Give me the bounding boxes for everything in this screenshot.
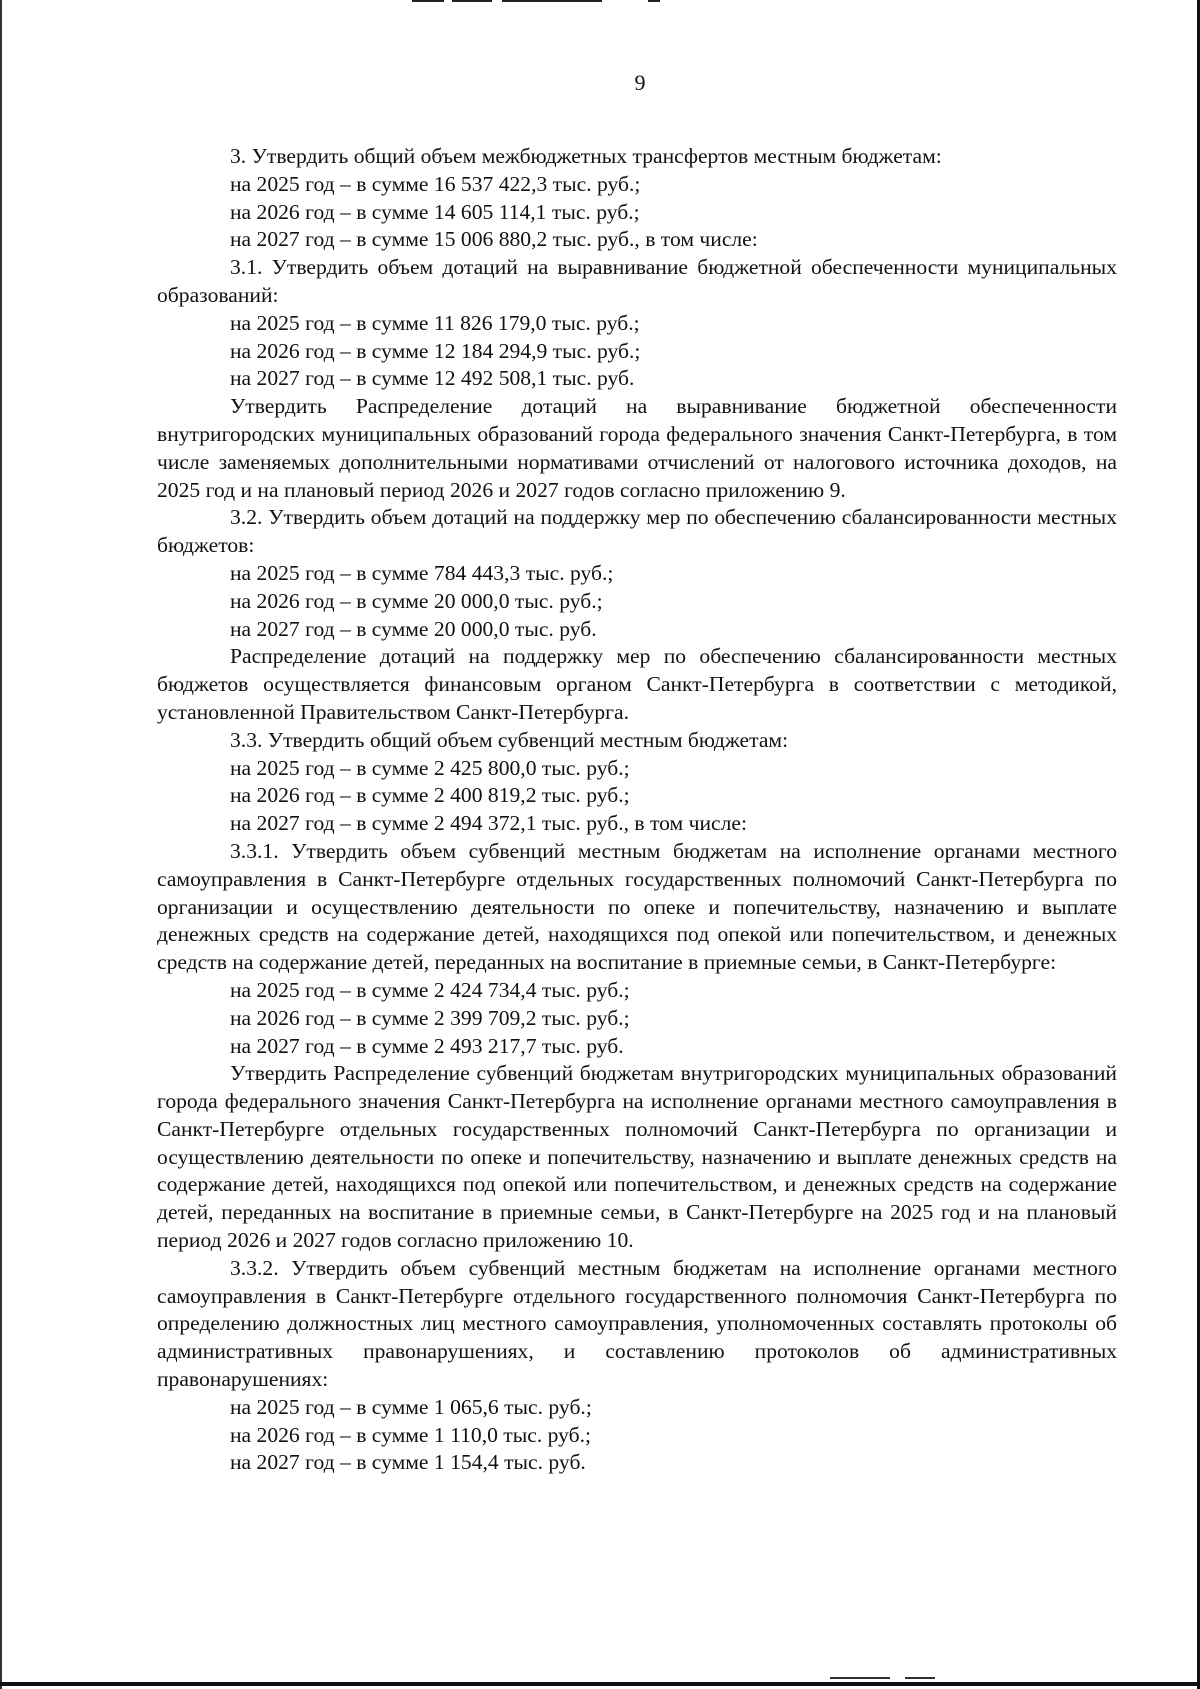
scan-bottom-line: [0, 1682, 1200, 1686]
amount-line: на 2025 год – в сумме 16 537 422,3 тыс. руб.;: [230, 171, 641, 196]
amount-line: на 2025 год – в сумме 2 424 734,4 тыс. руб.;: [230, 977, 630, 1002]
paragraph: Распределение дотаций на поддержку мер по обеспечению сбалансированности местных бюджетов осуществляется финансовым органом Санкт-Петербурга в соответствии с методикой, установленной Правительством Санкт-Петербурга.: [157, 644, 1117, 724]
amount-line: на 2026 год – в сумме 2 400 819,2 тыс. руб.;: [230, 783, 630, 808]
amount-line: на 2026 год – в сумме 12 184 294,9 тыс. руб.;: [230, 338, 641, 363]
scan-bottom-tick: [905, 1677, 935, 1679]
amount-line: на 2026 год – в сумме 14 605 114,1 тыс. руб.;: [230, 199, 640, 224]
paragraph: 3.3.2. Утвердить объем субвенций местным бюджетам на исполнение органами местного самоуправления в Санкт-Петербурге отдельного государственного полномочия Санкт-Петербурга по определению должностных лиц местного самоуправления, уполномоченных составлять протоколы об административных правонарушениях, и составлению протоколов об административных правонарушениях:: [157, 1255, 1117, 1392]
page-number: 9: [634, 70, 646, 95]
amount-line: на 2027 год – в сумме 2 493 217,7 тыс. руб.: [230, 1033, 624, 1058]
amount-line: на 2027 год – в сумме 2 494 372,1 тыс. руб., в том числе:: [230, 811, 747, 836]
amount-line: на 2025 год – в сумме 784 443,3 тыс. руб.;: [230, 560, 614, 585]
amount-line: на 2026 год – в сумме 20 000,0 тыс. руб.;: [230, 588, 603, 613]
amount-line: на 2027 год – в сумме 1 154,4 тыс. руб.: [230, 1450, 586, 1475]
document-body: [157, 143, 1117, 1477]
scan-top-marks: [400, 0, 670, 3]
paragraph: 3.3.1. Утвердить объем субвенций местным бюджетам на исполнение органами местного самоуправления в Санкт-Петербурге отдельных государственных полномочий Санкт-Петербурга по организации и осуществлению деятельности по опеке и попечительству, назначению и выплате денежных средств на содержание детей, находящихся под опекой или попечительством, и денежных средств на содержание детей, переданных на воспитание в приемные семьи, в Санкт-Петербурге:: [157, 838, 1117, 975]
scan-left-edge: [0, 0, 2, 1689]
paragraph: 3.2. Утвердить объем дотаций на поддержку мер по обеспечению сбалансированности местных бюджетов:: [157, 505, 1117, 558]
scan-bottom-tick: [830, 1677, 890, 1679]
amount-line: на 2027 год – в сумме 12 492 508,1 тыс. руб.: [230, 366, 635, 391]
paragraph: Утвердить Распределение дотаций на выравнивание бюджетной обеспеченности внутригородских муниципальных образований города федерального значения Санкт-Петербурга, в том числе заменяемых дополнительными нормативами отчислений от налогового источника доходов, на 2025 год и на плановый период 2026 и 2027 годов согласно приложению 9.: [157, 394, 1117, 502]
amount-line: на 2027 год – в сумме 15 006 880,2 тыс. руб., в том числе:: [230, 227, 758, 252]
paragraph: 3.1. Утвердить объем дотаций на выравнивание бюджетной обеспеченности муниципальных образований:: [157, 255, 1117, 307]
amount-line: на 2025 год – в сумме 2 425 800,0 тыс. руб.;: [230, 755, 630, 780]
paragraph: 3.3. Утвердить общий объем субвенций местным бюджетам:: [230, 727, 789, 752]
amount-line: на 2027 год – в сумме 20 000,0 тыс. руб.: [230, 616, 597, 641]
paragraph: 3. Утвердить общий объем межбюджетных трансфертов местным бюджетам:: [230, 144, 942, 168]
amount-line: на 2026 год – в сумме 1 110,0 тыс. руб.;: [230, 1422, 592, 1447]
amount-line: на 2026 год – в сумме 2 399 709,2 тыс. руб.;: [230, 1005, 630, 1030]
paragraph: Утвердить Распределение субвенций бюджетам внутригородских муниципальных образований города федерального значения Санкт-Петербурга на исполнение органами местного самоуправления в Санкт-Петербурге отдельных государственных полномочий Санкт-Петербурга по организации и осуществлению деятельности по опеке и попечительству, назначению и выплате денежных средств на содержание детей, находящихся под опекой или попечительством, и денежных средств на содержание детей, переданных на воспитание в приемные семьи, в Санкт-Петербурге на 2025 год и на плановый период 2026 и 2027 годов согласно приложению 10.: [157, 1061, 1117, 1253]
amount-line: на 2025 год – в сумме 11 826 179,0 тыс. руб.;: [230, 310, 640, 335]
amount-line: на 2025 год – в сумме 1 065,6 тыс. руб.;: [230, 1394, 592, 1419]
